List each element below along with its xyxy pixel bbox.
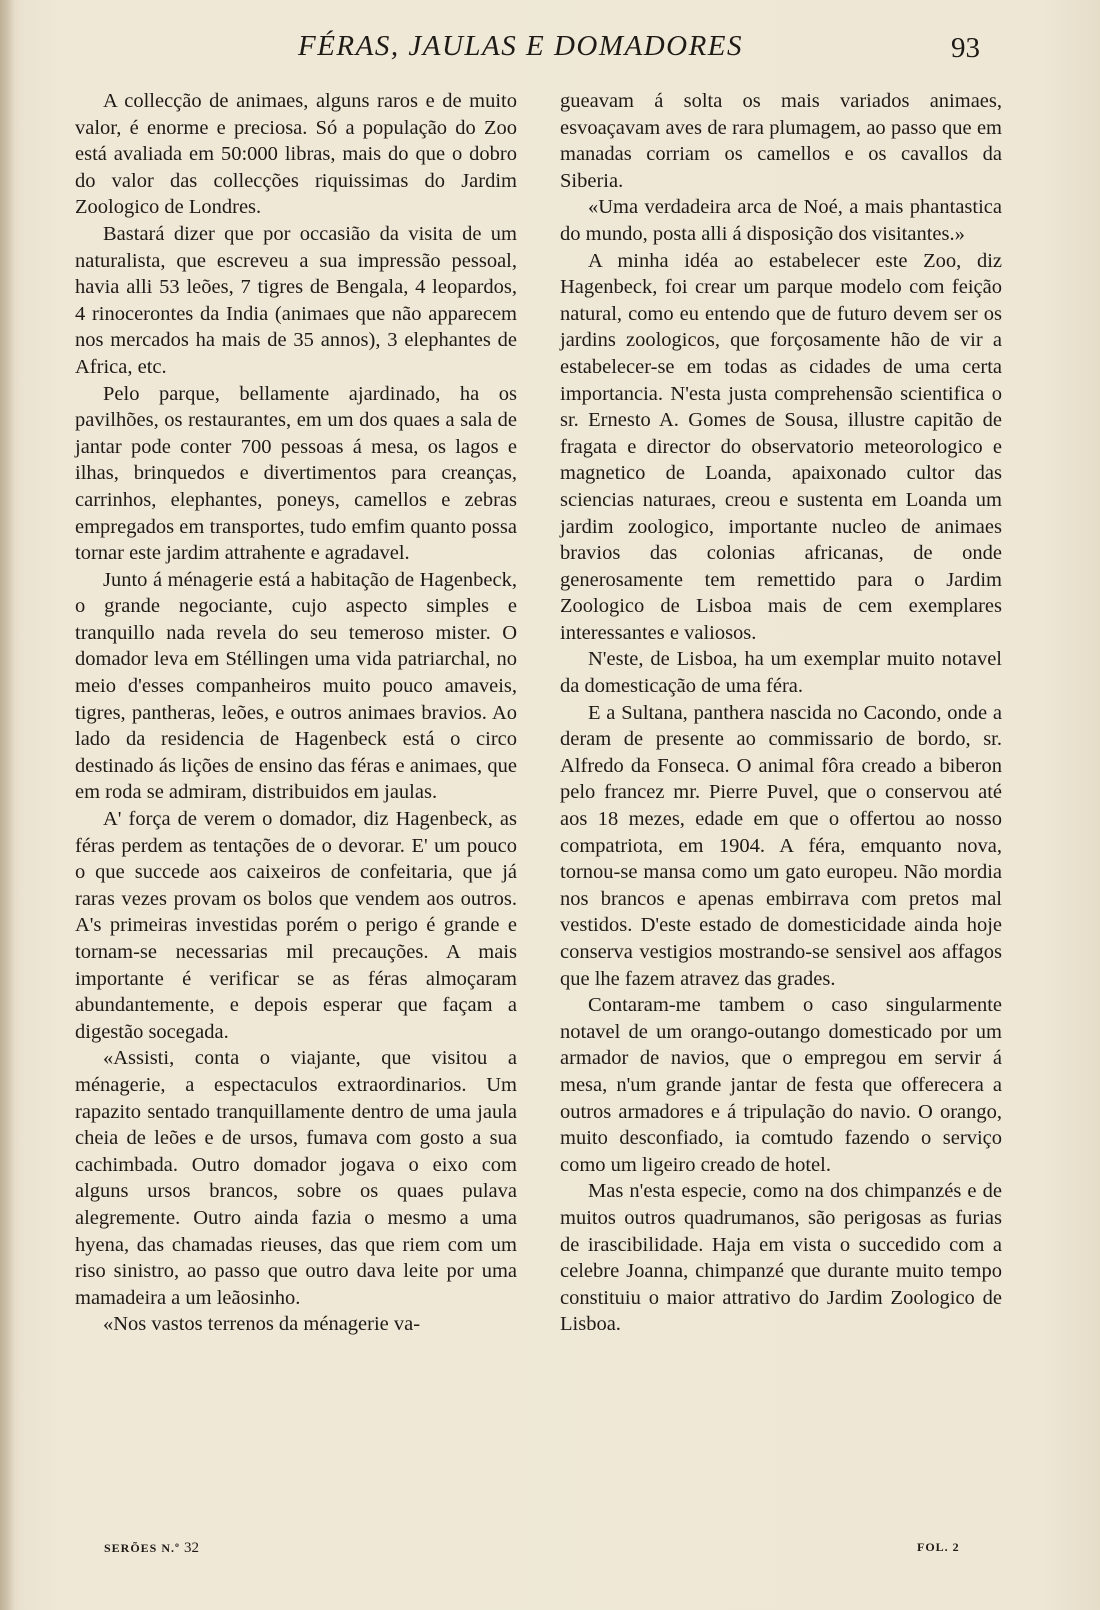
page-footer — [0, 1540, 1100, 1564]
signature-mark — [104, 1540, 199, 1557]
paragraph: N'este, de Lisboa, ha um exemplar muito notavel da domesticação de uma féra. — [560, 648, 1002, 698]
paragraph: A minha idéa ao estabelecer este Zoo, diz Hagenbeck, foi crear um parque modelo com feição natural, como eu entendo que de futuro devem ser os jardins zoologicos, que forçosamente hão de vir a estabelecer-se em todas as cidades de uma certa importancia. N'esta justa comprehensão scientifica o sr. Ernesto A. Gomes de Sousa, illustre capitão de fragata e director do observatorio meteorologico e magnetico de Loanda, apaixonado cultor das sciencias naturaes, creou e sustenta em Loanda um jardim zoologico, importante nucleo de animaes bravios das colonias africanas, de onde generosamente tem remettido para o Jardim Zoologico de Lisboa mais de cem exemplares interessantes e valiosos. — [560, 249, 1002, 644]
running-title: FÉRAS, JAULAS E DOMADORES — [298, 30, 744, 62]
left-column — [75, 88, 517, 1338]
page-number: 93 — [951, 32, 980, 64]
paragraph: Contaram-me tambem o caso singularmente notavel de um orango-outango domesticado por um armador de navios, que o empregou em servir á mesa, n'um grande jantar de festa que offerecera a outros armadores e á tripulação do navio. O orango, muito desconfiado, ia comtudo fazendo o serviço como um ligeiro creado de hotel. — [560, 994, 1002, 1176]
paragraph: «Nos vastos terrenos da ménagerie va- — [103, 1313, 421, 1336]
signature-label: SERÕES N.º — [104, 1541, 180, 1555]
paragraph: «Uma verdadeira arca de Noé, a mais phantastica do mundo, posta alli á disposição dos visitantes.» — [560, 196, 1002, 245]
signature-number: 32 — [183, 1540, 199, 1556]
paragraph-continued: gueavam á solta os mais variados animaes, esvoaçavam aves de rara plumagem, ao passo que em manadas corriam os camellos e os cavallos da Siberia. — [560, 90, 1002, 192]
paragraph: Pelo parque, bellamente ajardinado, ha os pavilhões, os restaurantes, em um dos quaes a sala de jantar pode conter 700 pessoas á mesa, os lagos e ilhas, brinquedos e divertimentos para creanças, carrinhos, elephantes, poneys, camellos e zebras empregados em transportes, tudo emfim quanto possa tornar este jardim attrahente e agradavel. — [75, 382, 517, 565]
right-column — [560, 88, 1002, 1338]
paragraph: A' força de verem o domador, diz Hagenbeck, as féras perdem as tentações de o devorar. E' um pouco o que succede aos caixeiros de confeitaria, que já raras vezes provam os bolos que vendem aos outros. A's primeiras investidas porém o perigo é grande e tornam-se necessarias mil precauções. A mais importante é verificar se as féras almoçaram abundantemente, e depois esperar que façam a digestão socegada. — [75, 808, 517, 1043]
paragraph: A collecção de animaes, alguns raros e de muito valor, é enorme e preciosa. Só a população do Zoo está avaliada em 50:000 libras, mais do que o dobro do valor das collecções riquissimas do Jardim Zoologico de Londres. — [75, 90, 517, 219]
paragraph: Mas n'esta especie, como na dos chimpanzés e de muitos outros quadrumanos, são perigosas as furias de irascibilidade. Haja em vista o succedido com a celebre Joanna, chimpanzé que durante muito tempo constituiu o maior attrativo do Jardim Zoologico de Lisboa. — [560, 1180, 1002, 1336]
paragraph: E a Sultana, panthera nascida no Cacondo, onde a deram de presente ao commissario de bordo, sr. Alfredo da Fonseca. O animal fôra creado a biberon pelo francez mr. Pierre Puvel, que o conservou até aos 18 mezes, edade em que o offertou ao nosso compatriota, em 1904. A féra, emquanto nova, tornou-se mansa como um gato europeu. Não mordia nos brancos e apenas embirrava com pretos mal vestidos. D'este estado de domesticidade ainda hoje conserva vestigios mostrando-se sensivel aos affagos que lhe fazem atravez das grades. — [560, 701, 1002, 990]
page-binding-shadow — [0, 0, 14, 1610]
running-head — [0, 30, 1100, 70]
paragraph: Junto á ménagerie está a habitação de Hagenbeck, o grande negociante, cujo aspecto simples e tranquillo nada revela do seu temeroso mister. O domador leva em Stéllingen uma vida patriarchal, no meio d'esses companheiros muito pouco amaveis, tigres, pantheras, leões, e outros animaes bravios. Ao lado da residencia de Hagenbeck está o circo destinado ás lições de ensino das féras e animaes, que em roda se admiram, distribuidos em jaulas. — [75, 568, 517, 804]
paragraph: Bastará dizer que por occasião da visita de um naturalista, que escreveu a sua impressão pessoal, havia alli 53 leões, 7 tigres de Bengala, 4 leopardos, 4 rinocerontes da India (animaes que não apparecem nos mercados ha mais de 35 annos), 3 elephantes de Africa, etc. — [75, 222, 517, 378]
paragraph: «Assisti, conta o viajante, que visitou a ménagerie, a espectaculos extraordinarios. Um rapazito sentado tranquillamente dentro de uma jaula cheia de leões e de ursos, fumava com gosto a sua cachimbada. Outro domador jogava o eixo com alguns ursos brancos, sobre os quaes pulava alegremente. Outro ainda fazia o mesmo a uma hyena, das chamadas rieuses, das que riem com um riso sinistro, ao passo que outro dava leite por uma mamadeira a um leãosinho. — [75, 1047, 517, 1309]
folio-mark: FOL. 2 — [917, 1540, 960, 1554]
